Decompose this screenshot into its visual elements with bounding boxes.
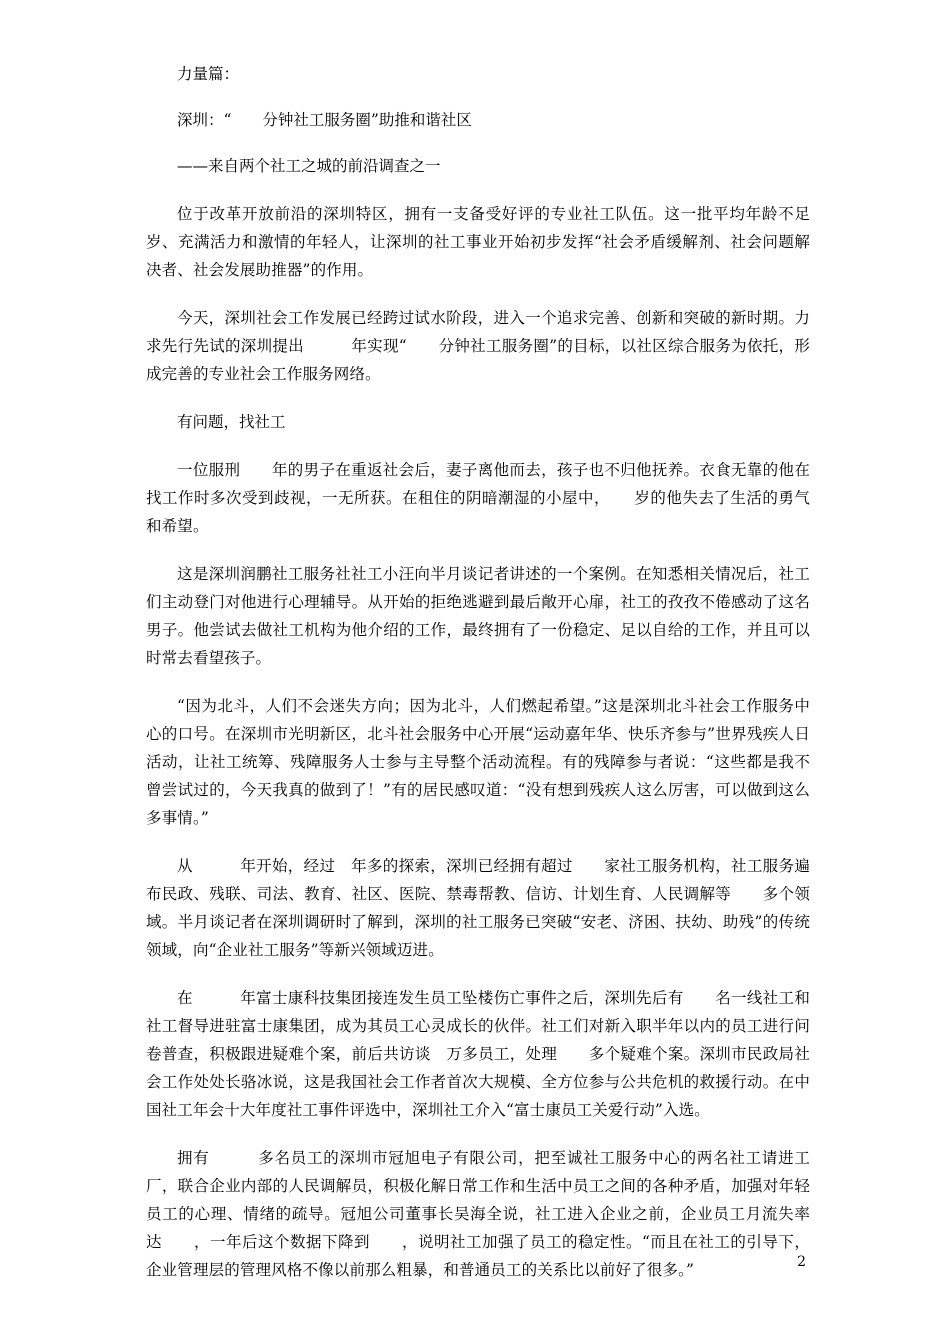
section-label: 力量篇： — [177, 65, 240, 83]
page-number: 2 — [797, 1254, 806, 1270]
document-body — [146, 60, 842, 1284]
paragraph-intro-1: 位于改革开放前沿的深圳特区，拥有一支备受好评的专业社工队伍。这一批平均年龄不足 岁、充满活力和激情的年轻人，让深圳的社工事业开始初步发挥“社会矛盾缓解剂、社会问题解决者、社会发展助推器”的作用。 — [146, 205, 842, 279]
paragraph-guanxu: 拥有 多名员工的深圳市冠旭电子有限公司，把至诚社工服务中心的两名社工请进工厂，联合企业内部的人民调解员，积极化解日常工作和生活中员工之间的各种矛盾，加强对年轻员工的心理、情绪的疏导。冠旭公司董事长吴海全说，社工进入企业之前，企业员工月流失率达 ，一年后这个数据下降到 ，说明社工加强了员工的稳定性。“而且在社工的引导下，企业管理层的管理风格不像以前那么粗暴，和普通员工的关系比以前好了很多。” — [146, 1149, 810, 1279]
section-subheading: 有问题，找社工 — [177, 413, 286, 431]
paragraph-development: 从 年开始，经过 年多的探索，深圳已经拥有超过 家社工服务机构，社工服务遍布民政、残联、司法、教育、社区、医院、禁毒帮教、信访、计划生育、人民调解等 多个领域。半月谈记者在深圳调研时了解到，深圳的社工服务已突破“安老、济困、扶幼、助残”的传统领域，向“企业社工服务”等新兴领域迈进。 — [146, 857, 810, 959]
article-title: 深圳：“ 分钟社工服务圈”助推和谐社区 — [177, 111, 472, 129]
article-subtitle: ——来自两个社工之城的前沿调查之一 — [177, 157, 441, 175]
paragraph-foxconn: 在 年富士康科技集团接连发生员工坠楼伤亡事件之后，深圳先后有 名一线社工和社工督导进驻富士康集团，成为其员工心灵成长的伙伴。社工们对新入职半年以内的员工进行问卷普查，积极跟进疑难个案，前后共访谈 万多员工，处理 多个疑难个案。深圳市民政局社会工作处处长骆冰说，这是我国社会工作者首次大规模、全方位参与公共危机的救援行动。在中国社工年会十大年度社工事件评选中，深圳社工介入“富士康员工关爱行动”入选。 — [146, 989, 810, 1119]
paragraph-intro-2: 今天，深圳社会工作发展已经跨过试水阶段，进入一个追求完善、创新和突破的新时期。力求先行先试的深圳提出 年实现“ 分钟社工服务圈”的目标，以社区综合服务为依托，形成完善的专业社会工作服务网络。 — [146, 309, 810, 383]
paragraph-case-2: 这是深圳润鹏社工服务社社工小汪向半月谈记者讲述的一个案例。在知悉相关情况后，社工们主动登门对他进行心理辅导。从开始的拒绝逃避到最后敞开心扉，社工的孜孜不倦感动了这名男子。他尝试去做社工机构为他介绍的工作，最终拥有了一份稳定、足以自给的工作，并且可以时常去看望孩子。 — [146, 565, 810, 667]
paragraph-case-1: 一位服刑 年的男子在重返社会后，妻子离他而去，孩子也不归他抚养。衣食无靠的他在找工作时多次受到歧视，一无所获。在租住的阴暗潮湿的小屋中， 岁的他失去了生活的勇气和希望。 — [146, 461, 810, 535]
paragraph-beidou: “因为北斗，人们不会迷失方向；因为北斗，人们燃起希望。”这是深圳北斗社会工作服务中心的口号。在深圳市光明新区，北斗社会服务中心开展“运动嘉年华、快乐齐参与”世界残疾人日活动，让社工统筹、残障服务人士参与主导整个活动流程。有的残障参与者说：“这些都是我不曾尝试过的，今天我真的做到了！”有的居民感叹道：“没有想到残疾人这么厉害，可以做到这么多事情。” — [146, 697, 810, 827]
